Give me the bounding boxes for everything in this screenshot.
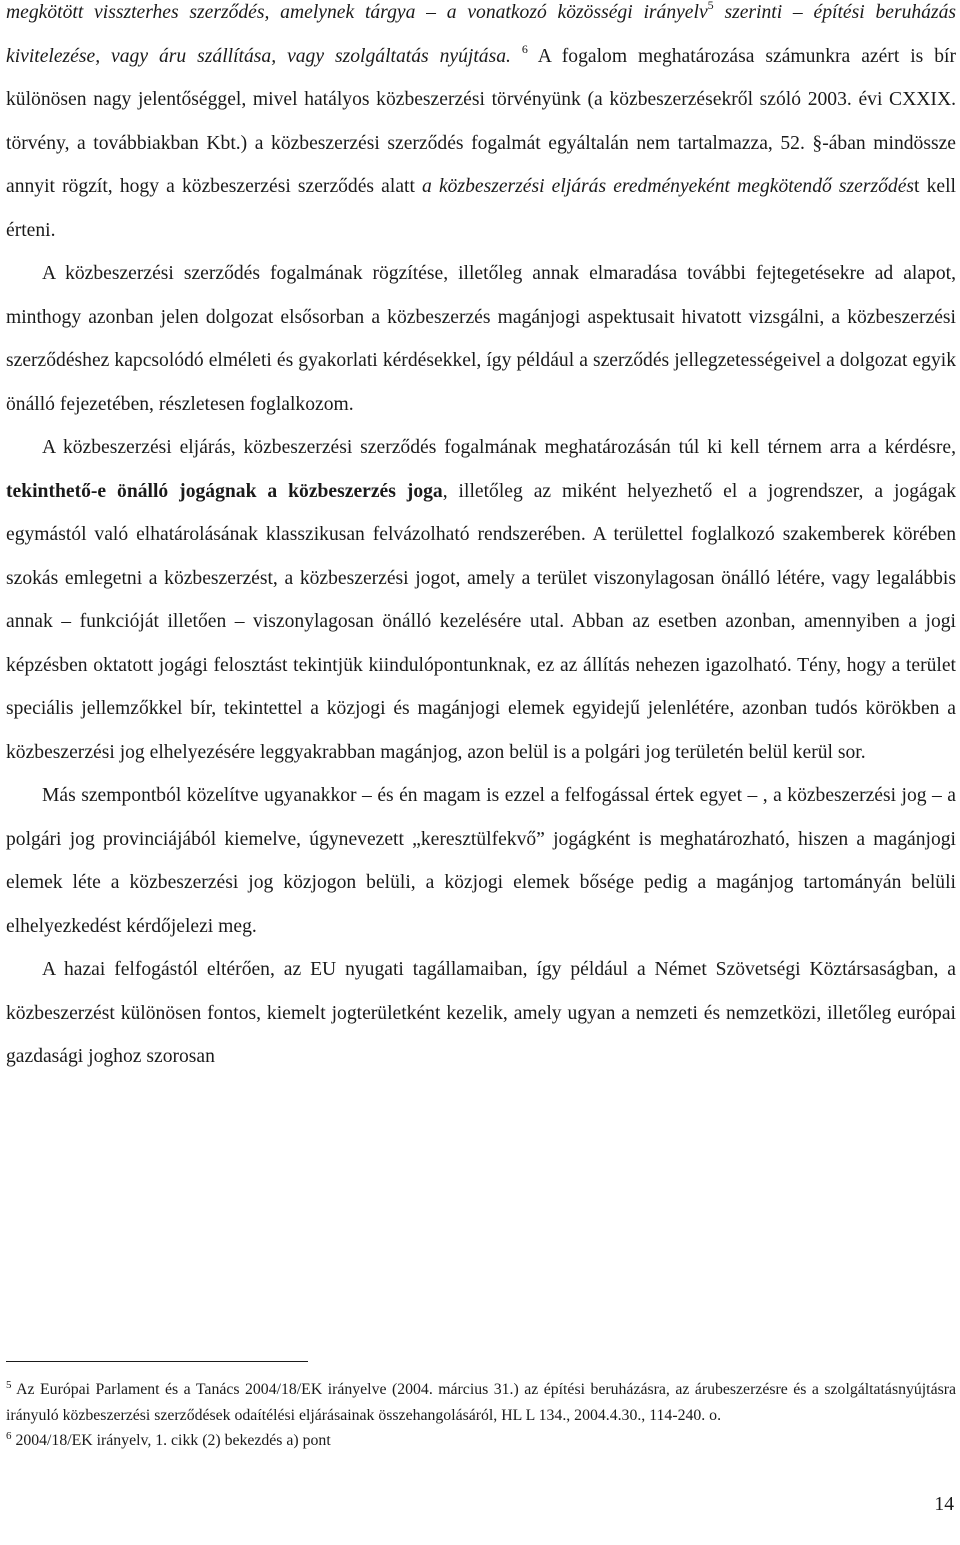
footnote-separator [6,1361,308,1362]
footnote-5-text: Az Európai Parlament és a Tanács 2004/18/EK irányelve (2004. március 31.) az építési beruházásra, az árubeszerzésre és a szolgáltatásnyújtásra irányuló közbeszerzési szerződések odaítélési eljárásainak összehangolásáról, HL L 134., 2004.4.30., 114-240. o. [6,1381,956,1424]
paragraph-3-text-b: , illetőleg az miként helyezhető el a jogrendszer, a jogágak egymástól való elhatárolásának klasszikusan felvázolható rendszerében. A területtel foglalkozó szakemberek körében szokás emlegetni a közbeszerzést, a közbeszerzési jogot, amely a terület viszonylagosan önálló létére, vagy legalábbis annak – funkcióját illetően – viszonylagosan önálló kezelésére utal. Abban az esetben azonban, amennyiben a jogi képzésben oktatott jogági felosztást tekintjük kiindulópontunknak, ez az állítás nehezen igazolható. Tény, hogy a terület speciális jellemzőkkel bír, tekintettel a közjogi és magánjogi elemek egyidejű jelenlétére, azonban tudós körökben a közbeszerzési jog elhelyezésére leggyakrabban magánjog, azon belül is a polgári jog területén belül kerül sor. [6,480,956,763]
paragraph-4: Más szempontból közelítve ugyanakkor – és én magam is ezzel a felfogással értek egyet – , a közbeszerzési jog – a polgári jog provinciájából kiemelve, úgynevezett „keresztülfekvő” jogágként is meghatározható, hiszen a magánjogi elemek léte a közbeszerzési jog közjogon belüli, a közjogi elemek bősége pedig a magánjog tartományán belüli elhelyezkedést kérdőjelezi meg. [6,785,956,937]
paragraph-1-italic-a: megkötött visszterhes szerződés, amelynek tárgya – a vonatkozó közösségi irányelv [6,2,708,23]
paragraph-1 [6,0,956,252]
footnotes [6,1377,956,1454]
paragraph-1-end: t kell érteni. [6,176,957,241]
paragraph-3-text-a: A közbeszerzési eljárás, közbeszerzési szerződés fogalmának meghatározásán túl ki kell térnem arra a kérdésre, [42,437,956,458]
footnote-5 [6,1377,956,1428]
paragraph-2: A közbeszerzési szerződés fogalmának rögzítése, illetőleg annak elmaradása további fejtegetésekre ad alapot, minthogy azonban jelen dolgozat elsősorban a közbeszerzés magánjogi aspektusait hivatott vizsgálni, a közbeszerzési szerződéshez kapcsolódó elméleti és gyakorlati kérdésekkel, így például a szerződés jellegzetességeivel a dolgozat egyik önálló fejezetében, részletesen foglalkozom. [6,263,956,415]
paragraph-5: A hazai felfogástól eltérően, az EU nyugati tagállamaiban, így például a Német Szövetségi Köztársaságban, a közbeszerzést különösen fontos, kiemelt jogterületként kezelik, amely ugyan a nemzeti és nemzetközi, illetőleg európai gazdasági joghoz szorosan [6,959,956,1067]
footnote-ref-6: 6 [521,41,528,56]
page-body [6,0,956,1079]
footnote-ref-5: 5 [707,0,714,12]
page-number: 14 [934,1494,954,1515]
paragraph-3-bold: tekinthető-e önálló jogágnak a közbeszerzés joga [6,480,443,502]
paragraph-1-italic-c: a közbeszerzési eljárás eredményeként megkötendő szerződés [422,176,915,197]
footnote-5-number: 5 [6,1379,12,1391]
paragraph-1-text: A fogalom meghatározása számunkra azért is bír különösen nagy jelentőséggel, mivel hatályos közbeszerzési törvényünk (a közbeszerzésekről szóló 2003. évi CXXIX. törvény, a továbbiakban Kbt.) a közbeszerzési szerződés fogalmát egyáltalán nem tartalmazza, 52. §-ában mindössze annyit rögzít, hogy a közbeszerzési szerződés alatt [6,45,957,197]
footnote-6-number: 6 [6,1430,12,1442]
paragraph-1-italic-b: szerinti – építési beruházás kivitelezése, vagy áru szállítása, vagy szolgáltatás nyújtása. [6,2,957,67]
paragraph-1-space [511,46,522,67]
footnote-6-text: 2004/18/EK irányelv, 1. cikk (2) bekezdés a) pont [11,1432,331,1449]
paragraph-3 [6,426,956,774]
footnote-6 [6,1428,956,1454]
